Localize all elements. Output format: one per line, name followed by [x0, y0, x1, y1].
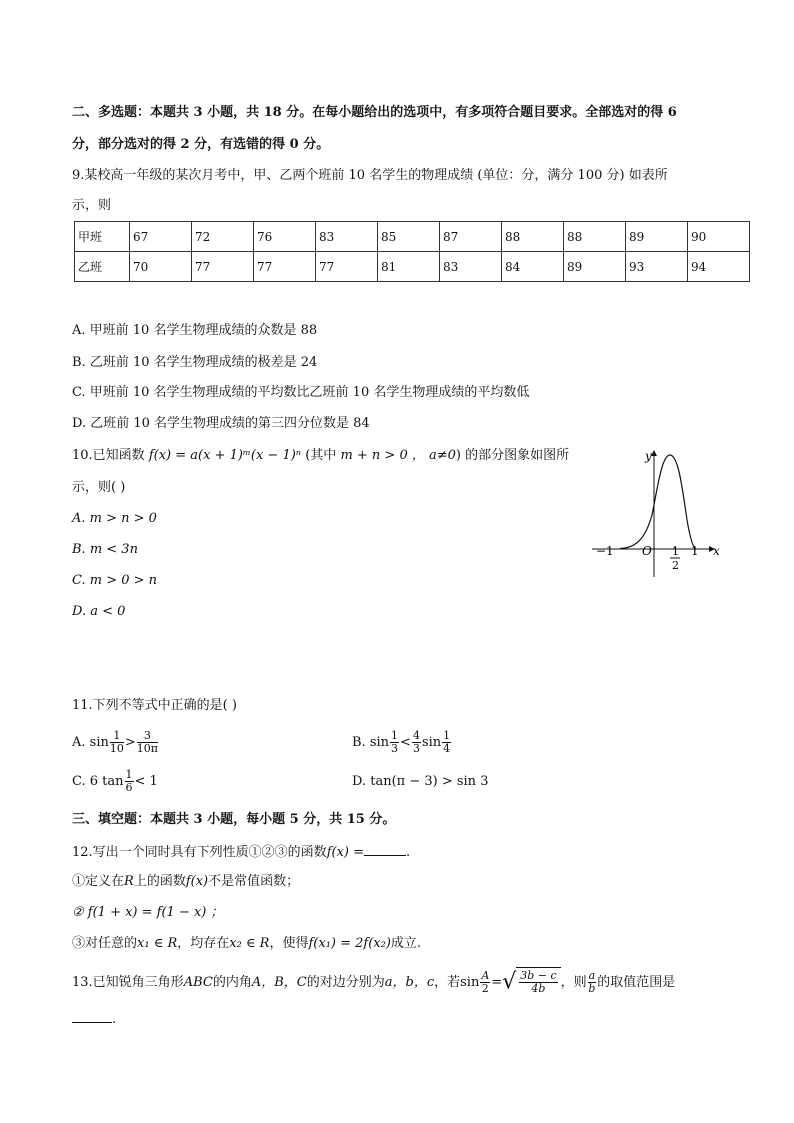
- q10-option-a: A. m > n > 0: [72, 511, 157, 526]
- q12-property-3: [72, 935, 421, 953]
- text: 13.已知锐角三角形: [72, 975, 184, 990]
- numerator: a: [588, 969, 596, 982]
- denominator: 3: [391, 742, 399, 755]
- table-cell: 67: [130, 222, 192, 252]
- q9-option-b: B. 乙班前 10 名学生物理成绩的极差是 24: [72, 355, 318, 370]
- text: 成立.: [390, 936, 422, 951]
- text: ，使得: [269, 936, 309, 951]
- q11-stem: 11.下列不等式中正确的是( ): [72, 698, 237, 713]
- denominator: 6: [125, 781, 133, 794]
- q10-option-b: B. m < 3n: [72, 542, 138, 557]
- x2-in-r: x₂ ∈ R: [229, 936, 270, 951]
- q10-mid: (其中: [305, 448, 337, 463]
- sides: a，b，c: [384, 975, 435, 990]
- denominator: b: [588, 982, 596, 995]
- table-cell: 88: [502, 222, 564, 252]
- text: ，均存在: [177, 936, 230, 951]
- q10-function: f(x) = a(x + 1)ᵐ(x − 1)ⁿ: [148, 448, 302, 463]
- sin-text: sin: [369, 735, 390, 750]
- q10-option-c: C. m > 0 > n: [72, 573, 158, 588]
- text: 的对边分别为: [306, 975, 385, 990]
- table-cell: 72: [192, 222, 254, 252]
- text: ①定义在: [72, 874, 125, 889]
- table-cell: 77: [254, 252, 316, 282]
- tick-label-half-den: 2: [672, 559, 679, 572]
- fraction: [125, 769, 134, 794]
- q10-stem-line2: 示，则( ): [72, 480, 126, 495]
- answer-blank[interactable]: [364, 843, 406, 856]
- numerator: 1: [443, 729, 451, 742]
- table-cell: 90: [688, 222, 750, 252]
- q10-function-graph: [590, 445, 730, 580]
- q12-property-2: ② f(1 + x) = f(1 − x) ；: [72, 905, 224, 920]
- table-cell: 89: [626, 222, 688, 252]
- table-cell: 77: [192, 252, 254, 282]
- q12-stem: [72, 843, 410, 862]
- table-cell: 77: [316, 252, 378, 282]
- section3-header: 三、填空题：本题共 3 小题，每小题 5 分，共 15 分。: [72, 812, 396, 827]
- numerator: 1: [125, 768, 133, 781]
- q11-option-a: [72, 729, 159, 757]
- option-label: D.: [352, 774, 367, 789]
- q10-stem-line1: [72, 447, 569, 465]
- fraction: [390, 730, 399, 755]
- option-label: C.: [72, 774, 86, 789]
- q12-stem-text: 12.写出一个同时具有下列性质①②③的函数: [72, 845, 327, 860]
- denominator: 4: [443, 742, 451, 755]
- text: ，若: [434, 975, 461, 990]
- table-cell: 甲班: [75, 222, 130, 252]
- operator: <: [400, 735, 411, 750]
- text: 不是常值函数；: [208, 874, 300, 889]
- q9-option-d: D. 乙班前 10 名学生物理成绩的第三四分位数是 84: [72, 416, 370, 431]
- table-cell: 81: [378, 252, 440, 282]
- set-r: R: [124, 874, 134, 889]
- table-cell: 94: [688, 252, 750, 282]
- table-cell: 乙班: [75, 252, 130, 282]
- table-cell: 76: [254, 222, 316, 252]
- q13-stem-line2: [72, 1010, 116, 1029]
- q9-score-table: [74, 221, 750, 282]
- inequality-rhs: < 1: [134, 774, 158, 789]
- numerator: A: [481, 969, 490, 982]
- function-curve: [620, 455, 696, 549]
- y-axis-label: y: [645, 449, 652, 463]
- triangle-name: ABC: [183, 975, 213, 990]
- q11-option-b: [352, 729, 452, 757]
- q10-condition: m + n > 0 ， a≠0: [340, 448, 456, 463]
- fx: f(x): [185, 874, 209, 889]
- option-label: B.: [352, 735, 366, 750]
- answer-blank[interactable]: [72, 1010, 112, 1023]
- numerator: 4: [412, 729, 420, 742]
- fraction: [519, 970, 557, 995]
- table-cell: 84: [502, 252, 564, 282]
- numerator: 3: [137, 730, 158, 743]
- q9-option-a: A. 甲班前 10 名学生物理成绩的众数是 88: [72, 323, 318, 338]
- tan-text: 6 tan: [89, 774, 124, 789]
- text: 的内角: [212, 975, 252, 990]
- tick-label-neg1: −1: [596, 544, 614, 558]
- table-cell: 85: [378, 222, 440, 252]
- origin-label: O: [642, 544, 652, 558]
- x1-in-r: x₁ ∈ R: [137, 936, 178, 951]
- text: 上的函数: [133, 874, 186, 889]
- q10-suffix: ) 的部分图象如图所: [455, 448, 570, 463]
- sqrt-content: [516, 967, 560, 998]
- q10-prefix: 10.已知函数: [72, 448, 145, 463]
- fraction: [442, 730, 451, 755]
- table-cell: 83: [316, 222, 378, 252]
- table-row: [75, 252, 750, 282]
- q12-property-1: [72, 873, 299, 891]
- option-label: A.: [72, 735, 86, 750]
- tick-label-half-num: 1: [672, 545, 679, 558]
- section2-line2: 分，部分选对的得 2 分，有选错的得 0 分。: [72, 137, 330, 152]
- tick-label-1: 1: [691, 544, 699, 558]
- operator: >: [124, 735, 136, 750]
- section2-line1: 二、多选题：本题共 3 小题，共 18 分。在每小题给出的选项中，有多项符合题目要求。全部选对的得 6: [72, 105, 677, 120]
- sin-text: sin: [421, 735, 442, 750]
- table-cell: 87: [440, 222, 502, 252]
- sqrt-sign: √: [502, 969, 517, 995]
- denominator: 10: [109, 742, 124, 755]
- text: ，则: [560, 975, 587, 990]
- table-row: [75, 222, 750, 252]
- q11-option-d: [352, 768, 488, 796]
- table-cell: 70: [130, 252, 192, 282]
- inequality-expr: tan(π − 3) > sin 3: [370, 774, 489, 789]
- table-cell: 83: [440, 252, 502, 282]
- numerator: 1: [110, 730, 124, 743]
- table-cell: 88: [564, 222, 626, 252]
- fraction: [480, 970, 490, 995]
- operator: =: [491, 975, 503, 990]
- sin-text: sin: [89, 735, 109, 750]
- denominator: 2: [481, 982, 489, 995]
- sin-text: sin: [460, 975, 480, 990]
- angles: A，B，C: [251, 975, 307, 990]
- q10-option-d: D. a < 0: [72, 604, 126, 619]
- fraction: [412, 730, 421, 755]
- q9-stem-line2: 示，则: [72, 198, 112, 213]
- denominator: 10π: [136, 742, 159, 755]
- text: 的取值范围是: [597, 975, 676, 990]
- numerator: 1: [391, 729, 399, 742]
- equation: f(x₁) = 2f(x₂): [308, 936, 391, 951]
- q13-stem-line1: [72, 967, 675, 998]
- denominator: 3: [412, 742, 420, 755]
- q12-function: f(x) =: [326, 845, 364, 860]
- q13-end: .: [112, 1012, 117, 1027]
- fraction: [588, 970, 597, 995]
- numerator: 3b − c: [520, 969, 557, 982]
- q9-stem-line1: 9.某校高一年级的某次月考中，甲、乙两个班前 10 名学生的物理成绩 (单位：分，满分 100 分) 如表所: [72, 168, 668, 183]
- q11-option-c: [72, 768, 158, 796]
- table-cell: 89: [564, 252, 626, 282]
- q9-option-c: C. 甲班前 10 名学生物理成绩的平均数比乙班前 10 名学生物理成绩的平均数低: [72, 385, 530, 400]
- x-axis-label: x: [713, 544, 720, 558]
- denominator: 4b: [531, 982, 546, 995]
- text: ③对任意的: [72, 936, 138, 951]
- fraction: [110, 730, 124, 755]
- fraction: [137, 730, 158, 755]
- q12-end: .: [406, 845, 411, 860]
- table-cell: 93: [626, 252, 688, 282]
